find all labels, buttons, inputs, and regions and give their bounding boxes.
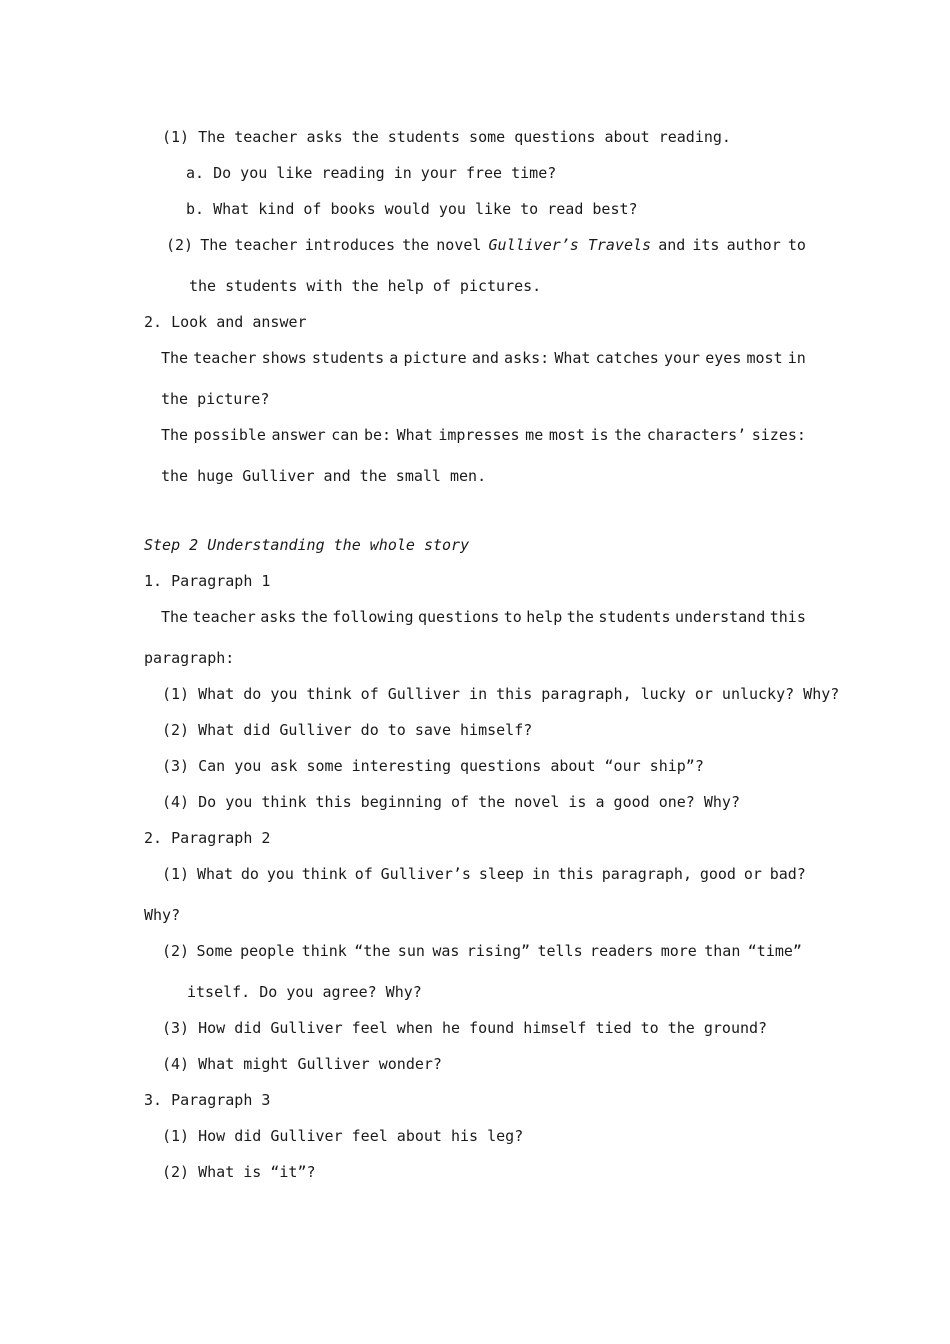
word: people [240, 942, 295, 960]
word: introduces [304, 236, 395, 254]
word: answer [271, 426, 326, 444]
word: paragraph, [601, 865, 692, 883]
word: possible [193, 426, 266, 444]
word: was [432, 942, 460, 960]
word: The [161, 608, 189, 626]
word: (2) [166, 236, 194, 254]
word: in [787, 349, 806, 367]
word: asks [260, 608, 297, 626]
word: students [598, 608, 671, 626]
look-paragraph-2-continued: the huge Gulliver and the small men. [161, 467, 487, 485]
paragraph-2-question-3: (3) How did Gulliver feel when he found himself tied to the ground? [162, 1019, 768, 1037]
word: to [503, 608, 522, 626]
word: this [557, 865, 594, 883]
word: think [301, 942, 347, 960]
intro-question-1: (1) The teacher asks the students some questions about reading. [162, 128, 731, 146]
word: a [389, 349, 399, 367]
word: think [301, 865, 347, 883]
word: your [663, 349, 701, 367]
word: and [658, 236, 686, 254]
paragraph-3-question-2: (2) What is “it”? [162, 1163, 316, 1181]
word: the [300, 608, 328, 626]
intro-question-1b: b. What kind of books would you like to read best? [186, 200, 638, 218]
word: than [704, 942, 741, 960]
word: catches [595, 349, 659, 367]
word: (1) [162, 865, 190, 883]
word: sun [397, 942, 425, 960]
word: (2) [162, 942, 190, 960]
word: The [161, 349, 189, 367]
paragraph-1-question-4: (4) Do you think this beginning of the novel is a good one? Why? [162, 793, 740, 811]
word: understand [675, 608, 766, 626]
word: teacher [234, 236, 298, 254]
word: to [787, 236, 806, 254]
word: more [660, 942, 697, 960]
word: picture [403, 349, 467, 367]
paragraph-1-intro-continued: paragraph: [144, 649, 235, 667]
word: the [614, 426, 642, 444]
word: The [200, 236, 228, 254]
look-paragraph-2 [161, 426, 806, 444]
word: teacher [192, 608, 256, 626]
word: novel [436, 236, 482, 254]
step-2-title: Step 2 Understanding the whole story [144, 536, 470, 554]
word: be: [363, 426, 392, 444]
word: do [240, 865, 259, 883]
paragraph-2-heading: 2. Paragraph 2 [144, 829, 271, 847]
paragraph-1-question-3: (3) Can you ask some interesting questions about “our ship”? [162, 757, 704, 775]
word: Gulliver’s [380, 865, 471, 883]
word: author [726, 236, 781, 254]
word: Some [196, 942, 233, 960]
word: readers [590, 942, 654, 960]
word: rising” [466, 942, 531, 960]
paragraph-3-question-1: (1) How did Gulliver feel about his leg? [162, 1127, 524, 1145]
word: students [311, 349, 385, 367]
word: teacher [193, 349, 257, 367]
paragraph-1-question-1: (1) What do you think of Gulliver in this paragraph, lucky or unlucky? Why? [162, 685, 840, 703]
word: characters’ [646, 426, 747, 444]
word: the [566, 608, 594, 626]
word: bad? [769, 865, 806, 883]
word: and [471, 349, 499, 367]
word: of [354, 865, 373, 883]
word: or [743, 865, 762, 883]
word: me [525, 426, 544, 444]
word: The [161, 426, 189, 444]
word: impresses [438, 426, 520, 444]
word: can [331, 426, 359, 444]
word: What [196, 865, 234, 883]
word: What [396, 426, 433, 444]
word: following [332, 608, 414, 626]
word: in [531, 865, 550, 883]
word: its [692, 236, 720, 254]
word: questions [418, 608, 500, 626]
paragraph-1-intro [161, 608, 806, 626]
look-heading: 2. Look and answer [144, 313, 307, 331]
paragraph-3-heading: 3. Paragraph 3 [144, 1091, 271, 1109]
word: tells [537, 942, 583, 960]
word: shows [261, 349, 307, 367]
intro-question-2 [166, 236, 806, 254]
word: sizes: [751, 426, 806, 444]
word: most [746, 349, 783, 367]
word: What [554, 349, 591, 367]
word: most [548, 426, 585, 444]
paragraph-2-question-1-continued: Why? [144, 906, 181, 924]
intro-question-2-continued: the students with the help of pictures. [189, 277, 542, 295]
word: good [699, 865, 736, 883]
word: you [266, 865, 294, 883]
word: “the [354, 942, 391, 960]
word: the [402, 236, 430, 254]
look-paragraph-1 [161, 349, 806, 367]
paragraph-2-question-2-continued: itself. Do you agree? Why? [187, 983, 422, 1001]
word: this [769, 608, 806, 626]
word: eyes [705, 349, 742, 367]
word: is [590, 426, 609, 444]
paragraph-1-heading: 1. Paragraph 1 [144, 572, 271, 590]
word: help [526, 608, 563, 626]
paragraph-2-question-1 [162, 865, 806, 883]
word: sleep [478, 865, 524, 883]
word: asks: [504, 349, 550, 367]
paragraph-2-question-2 [162, 942, 802, 960]
novel-title: Gulliver’s Travels [488, 236, 652, 254]
word: “time” [747, 942, 802, 960]
look-paragraph-1-continued: the picture? [161, 390, 270, 408]
paragraph-1-question-2: (2) What did Gulliver do to save himself? [162, 721, 533, 739]
paragraph-2-question-4: (4) What might Gulliver wonder? [162, 1055, 442, 1073]
intro-question-1a: a. Do you like reading in your free time? [186, 164, 557, 182]
